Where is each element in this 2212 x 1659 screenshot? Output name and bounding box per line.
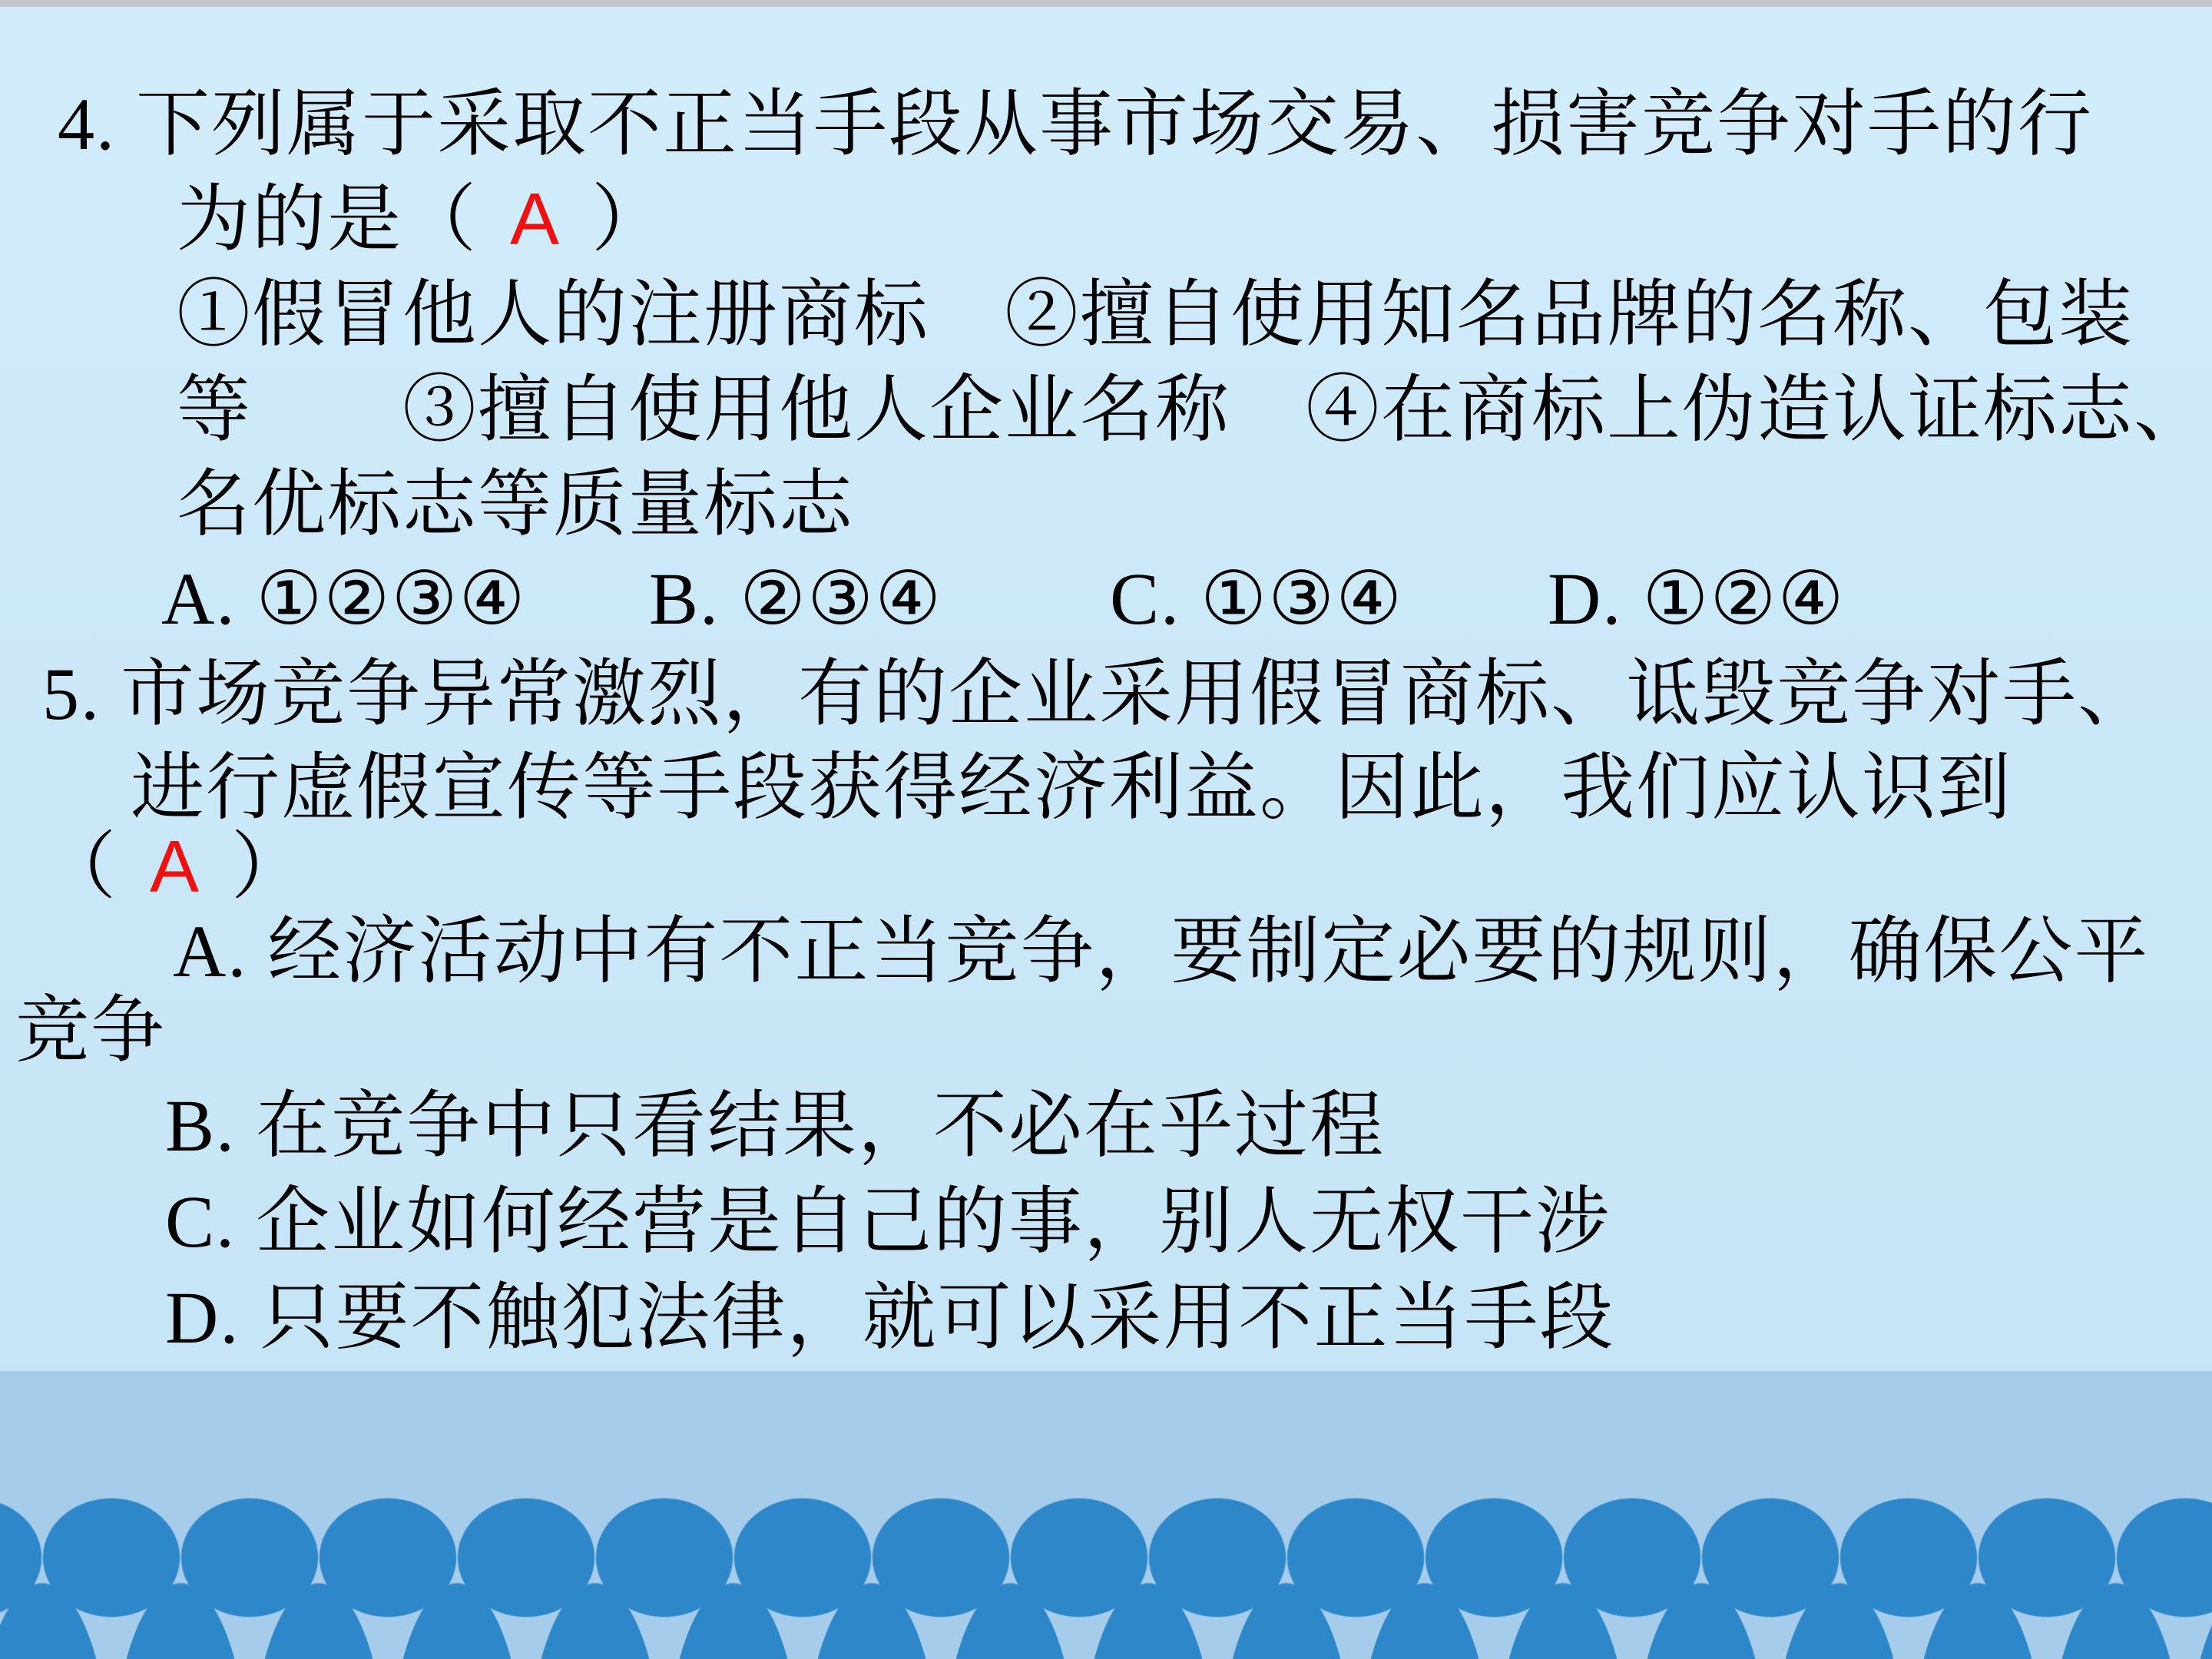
q4-option-d: D. ①②④ [1548,558,1846,640]
q5-answer-close-paren: ） [231,826,307,908]
window-top-edge [0,0,2212,7]
q5-answer-letter: A [150,826,200,908]
q4-stem-line2 [177,178,667,261]
q4-stem-line1: 4. 下列属于采取不正当手段从事市场交易、损害竞争对手的行 [58,83,2093,165]
q5-option-d: D. 只要不触犯法律，就可以采用不正当手段 [165,1277,1615,1359]
q5-option-b: B. 在竞争中只看结果，不必在乎过程 [165,1084,1386,1167]
bottom-wave-band [0,1371,2212,1659]
q4-stem-line2-suffix: ） [591,178,667,260]
q4-stem-line2-prefix: 为的是（ [177,178,478,260]
q5-stem-line1: 5. 市场竞争异常激烈，有的企业采用假冒商标、诋毁竞争对手、 [42,653,2153,735]
q5-answer-blank [42,826,306,909]
q4-option-a: A. ①②③④ [161,558,527,640]
q5-answer-open-paren: （ [42,826,118,908]
q4-items-line1: ①假冒他人的注册商标 ②擅自使用知名品牌的名称、包装 [177,273,2134,356]
q4-option-c: C. ①③④ [1110,558,1404,640]
q5-option-a-line2: 竞争 [15,989,166,1071]
q5-option-a-line1: A. 经济活动中有不正当竞争，要制定必要的规则，确保公平 [173,910,2150,992]
q5-stem-line2: 进行虚假宣传等手段获得经济利益。因此，我们应认识到 [131,747,2012,829]
q4-option-b: B. ②③④ [649,558,943,640]
q4-options-row [0,558,2212,642]
scallop-row-front [0,1582,2212,1659]
q5-option-c: C. 企业如何经营是自己的事，别人无权干涉 [165,1181,1611,1263]
q4-items-line3: 名优标志等质量标志 [177,463,854,545]
q4-answer-letter: A [510,178,560,260]
q4-items-line2: 等 ③擅自使用他人企业名称 ④在商标上伪造认证标志、 [177,369,2209,451]
